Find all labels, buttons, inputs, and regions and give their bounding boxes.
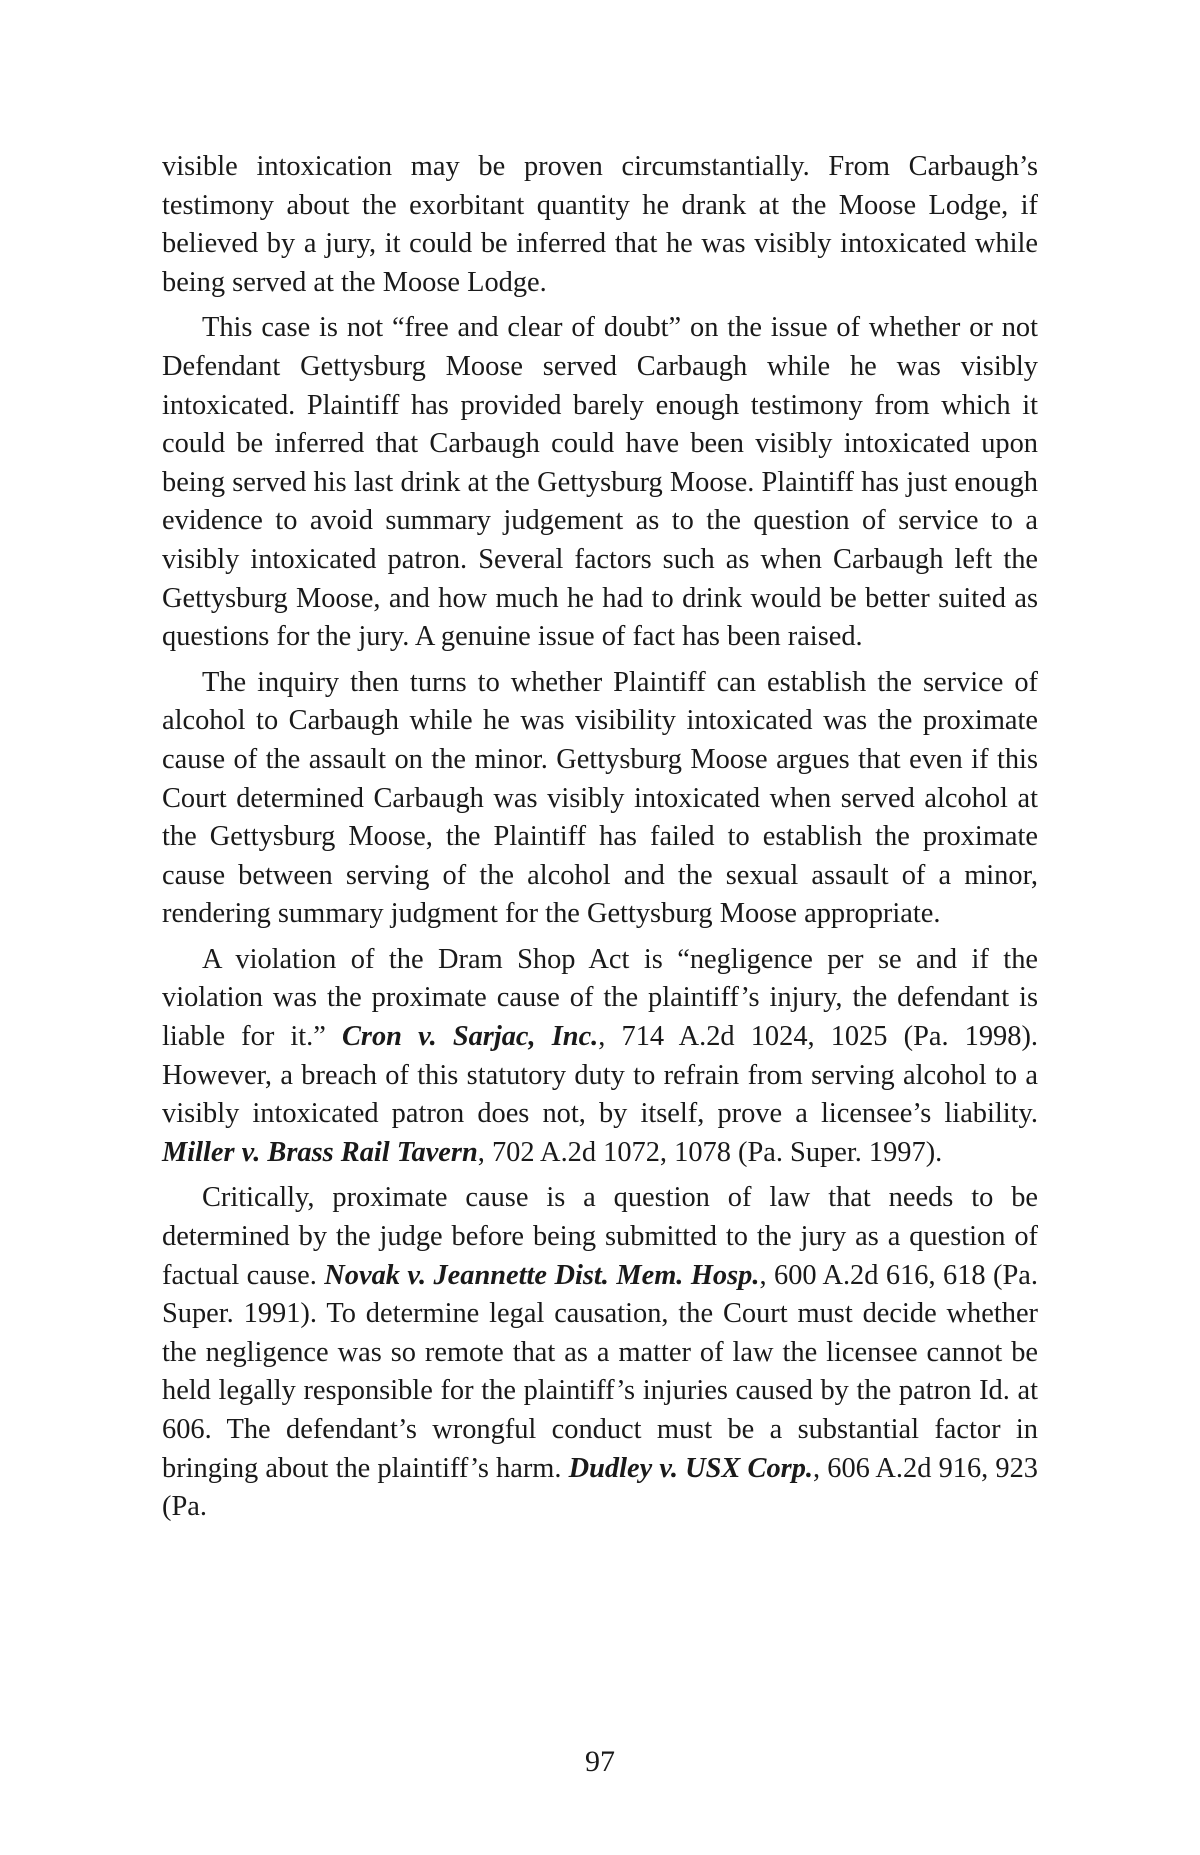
case-citation: Miller v. Brass Rail Tavern [162, 1136, 478, 1168]
body-text [162, 148, 1038, 1534]
paragraph [162, 309, 1038, 656]
paragraph-text: , 714 A.2d 1024, 1025 (Pa. 1998). However, a breach of this statutory duty to refrain from serving alcohol to a visibly intoxicated patron does not, by itself, prove a licensee’s liability. [162, 1021, 1039, 1130]
paragraph-text: This case is not “free and clear of doubt” on the issue of whether or not Defendant Gettysburg Moose served Carbaugh while he was visibly intoxicated. Plaintiff has provided barely enough testimony from which it could be inferred that Carbaugh could have been visibly intoxicated upon being served his last drink at the Gettysburg Moose. Plaintiff has just enough evidence to avoid summary judgement as to the question of service to a visibly intoxicated patron. Several factors such as when Carbaugh left the Gettysburg Moose, and how much he had to drink would be better suited as questions for the jury. A genuine issue of fact has been raised. [162, 312, 1038, 653]
paragraph [162, 941, 1038, 1173]
case-citation: Dudley v. USX Corp. [568, 1452, 813, 1484]
paragraph [162, 148, 1038, 302]
paragraph-text: , 702 A.2d 1072, 1078 (Pa. Super. 1997). [477, 1136, 943, 1168]
paragraph-text: Critically, proximate cause is a question of law that needs to be determined by the judge before being submitted to the jury as a question of factual cause. [162, 1182, 1038, 1291]
page-number: 97 [585, 1745, 615, 1778]
paragraph-text: , 600 A.2d 616, 618 (Pa. Super. 1991). To determine legal causation, the Court must decide whether the negligence was so remote that as a matter of law the licensee cannot be held legally responsible for the plaintiff’s injuries caused by the patron Id. at 606. The defendant’s wrongful conduct must be a substantial factor in bringing about the plaintiff’s harm. [162, 1259, 1038, 1484]
case-citation: Novak v. Jeannette Dist. Mem. Hosp. [324, 1259, 760, 1291]
paragraph [162, 1179, 1038, 1526]
paragraph-text: , 606 A.2d 916, 923 (Pa. [162, 1452, 1038, 1523]
case-citation: Cron v. Sarjac, Inc. [341, 1021, 599, 1053]
paragraph-text: A violation of the Dram Shop Act is “negligence per se and if the violation was the proximate cause of the plaintiff’s injury, the defendant is liable for it.” [162, 943, 1038, 1053]
paragraph-text: visible intoxication may be proven circumstantially. From Carbaugh’s testimony about the exorbitant quantity he drank at the Moose Lodge, if believed by a jury, it could be inferred that he was visibly intoxicated while being served at the Moose Lodge. [162, 151, 1038, 298]
paragraph [162, 664, 1038, 934]
paragraph-text: The inquiry then turns to whether Plaintiff can establish the service of alcohol to Carbaugh while he was visibility intoxicated was the proximate cause of the assault on the minor. Gettysburg Moose argues that even if this Court determined Carbaugh was visibly intoxicated when served alcohol at the Gettysburg Moose, the Plaintiff has failed to establish the proximate cause between serving of the alcohol and the sexual assault of a minor, rendering summary judgment for the Gettysburg Moose appropriate. [162, 666, 1038, 930]
